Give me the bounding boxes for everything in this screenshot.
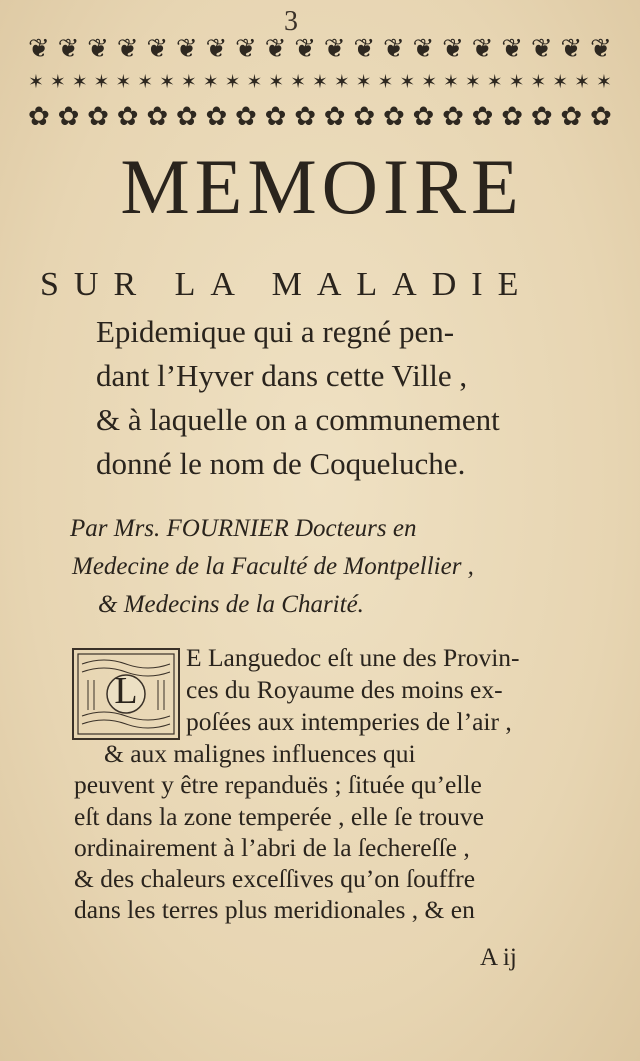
body-line: ces du Royaume des moins ex- — [186, 675, 503, 704]
fleuron-icon: ❦ — [264, 34, 287, 64]
fleuron-icon: ✿ — [28, 102, 50, 132]
fleuron-icon: ✶ — [486, 71, 503, 93]
fleuron-icon: ❦ — [501, 34, 524, 64]
fleuron-icon: ✶ — [159, 71, 175, 93]
fleuron-icon: ✿ — [294, 102, 316, 132]
body-line: peuvent y être repanduës ; ſituée qu’elle — [74, 770, 482, 800]
fleuron-icon: ✶ — [421, 71, 438, 93]
fleuron-icon: ✿ — [205, 102, 228, 132]
page-title: MEMOIRE — [120, 143, 524, 230]
fleuron-icon: ✶ — [595, 71, 612, 93]
description-line: & à laquelle on a communement — [96, 402, 500, 437]
byline-line: Medecine de la Faculté de Montpellier , — [72, 553, 474, 580]
description-line: dant l’Hyver dans cette Ville , — [96, 358, 468, 393]
fleuron-icon: ✿ — [471, 102, 494, 132]
fleuron-icon: ✶ — [355, 71, 372, 93]
fleuron-icon: ✿ — [57, 102, 80, 132]
fleuron-icon: ✶ — [28, 71, 44, 93]
fleuron-icon: ✶ — [377, 71, 394, 93]
fleuron-icon: ✶ — [530, 71, 547, 93]
description-line: donné le nom de Coqueluche. — [96, 446, 466, 481]
fleuron-icon: ✿ — [501, 102, 524, 132]
fleuron-icon: ✿ — [353, 102, 376, 132]
fleuron-icon: ❦ — [589, 34, 612, 64]
fleuron-icon: ✿ — [87, 102, 109, 132]
body-line: & des chaleurs exceſſives qu’on ſouffre — [74, 864, 476, 894]
fleuron-icon: ✶ — [399, 71, 416, 93]
fleuron-icon: ✶ — [443, 71, 459, 93]
fleuron-icon: ❦ — [146, 34, 169, 64]
body-line: E Languedoc eſt une des Provin- — [186, 643, 520, 672]
fleuron-icon: ✶ — [552, 71, 569, 93]
body-paragraph — [74, 738, 594, 926]
fleuron-icon: ✶ — [71, 71, 88, 93]
fleuron-icon: ✶ — [137, 71, 154, 93]
author-byline — [70, 510, 610, 624]
fleuron-icon: ✿ — [264, 102, 287, 132]
fleuron-icon: ❦ — [442, 34, 464, 64]
body-line: eſt dans la zone temperée , elle ſe trouve — [74, 801, 484, 831]
fleuron-icon: ✶ — [224, 71, 241, 93]
drop-cap-frame — [72, 648, 180, 740]
fleuron-icon: ❦ — [175, 34, 198, 64]
body-line: ordinairement à l’abri de la ſechereſſe , — [74, 832, 470, 862]
fleuron-icon: ❦ — [323, 34, 346, 64]
fleuron-icon: ❦ — [235, 34, 257, 64]
description-line: Epidemique qui a regné pen- — [96, 314, 455, 349]
fleuron-icon: ✶ — [115, 71, 132, 93]
fleuron-icon: ✶ — [202, 71, 219, 93]
fleuron-icon: ❦ — [560, 34, 583, 64]
page-subtitle: SUR LA MALADIE — [40, 266, 534, 303]
fleuron-icon: ✿ — [323, 102, 346, 132]
body-line: poſées aux intemperies de l’air , — [186, 707, 512, 736]
fleuron-icon: ✿ — [412, 102, 435, 132]
fleuron-icon: ✿ — [116, 102, 139, 132]
fleuron-icon: ✿ — [589, 102, 612, 132]
body-paragraph-opening — [186, 642, 586, 738]
fleuron-icon: ❦ — [205, 34, 228, 64]
fleuron-icon: ❦ — [28, 34, 50, 64]
fleuron-icon: ✿ — [175, 102, 198, 132]
fleuron-icon: ✶ — [93, 71, 110, 93]
fleuron-icon: ❦ — [530, 34, 553, 64]
drop-cap-letter: L — [114, 670, 138, 712]
fleuron-icon: ✶ — [268, 71, 285, 93]
fleuron-icon: ✶ — [180, 71, 197, 93]
fleuron-icon: ✶ — [508, 71, 525, 93]
fleuron-icon: ✿ — [530, 102, 553, 132]
ornament-band-top — [28, 33, 612, 65]
fleuron-icon: ❦ — [87, 34, 109, 64]
fleuron-icon: ✶ — [574, 71, 591, 93]
body-line: dans les terres plus meridionales , & en — [74, 895, 475, 925]
fleuron-icon: ❦ — [294, 34, 316, 64]
fleuron-icon: ✶ — [311, 71, 328, 93]
fleuron-icon: ✶ — [49, 71, 66, 93]
fleuron-icon: ❦ — [57, 34, 80, 64]
fleuron-icon: ✿ — [442, 102, 464, 132]
fleuron-icon: ✶ — [464, 71, 481, 93]
body-line: & aux malignes influences qui — [104, 739, 416, 768]
byline-line: Par Mrs. FOURNIER Docteurs en — [70, 515, 417, 542]
ornament-band-bottom — [28, 100, 612, 134]
fleuron-icon: ✿ — [146, 102, 169, 132]
fleuron-icon: ❦ — [471, 34, 494, 64]
fleuron-icon: ❦ — [412, 34, 435, 64]
fleuron-icon: ❦ — [116, 34, 139, 64]
ornament-band-middle — [28, 69, 612, 95]
fleuron-icon: ✶ — [333, 71, 350, 93]
signature-mark: A ij — [480, 944, 517, 971]
byline-line: & Medecins de la Charité. — [98, 591, 364, 618]
fleuron-icon: ✿ — [235, 102, 257, 132]
fleuron-icon: ✶ — [246, 71, 263, 93]
page-number: 3 — [284, 6, 298, 37]
fleuron-icon: ✿ — [382, 102, 405, 132]
fleuron-icon: ✿ — [560, 102, 583, 132]
title-description — [96, 310, 596, 486]
fleuron-icon: ❦ — [382, 34, 405, 64]
fleuron-icon: ✶ — [290, 71, 307, 93]
fleuron-icon: ❦ — [353, 34, 376, 64]
